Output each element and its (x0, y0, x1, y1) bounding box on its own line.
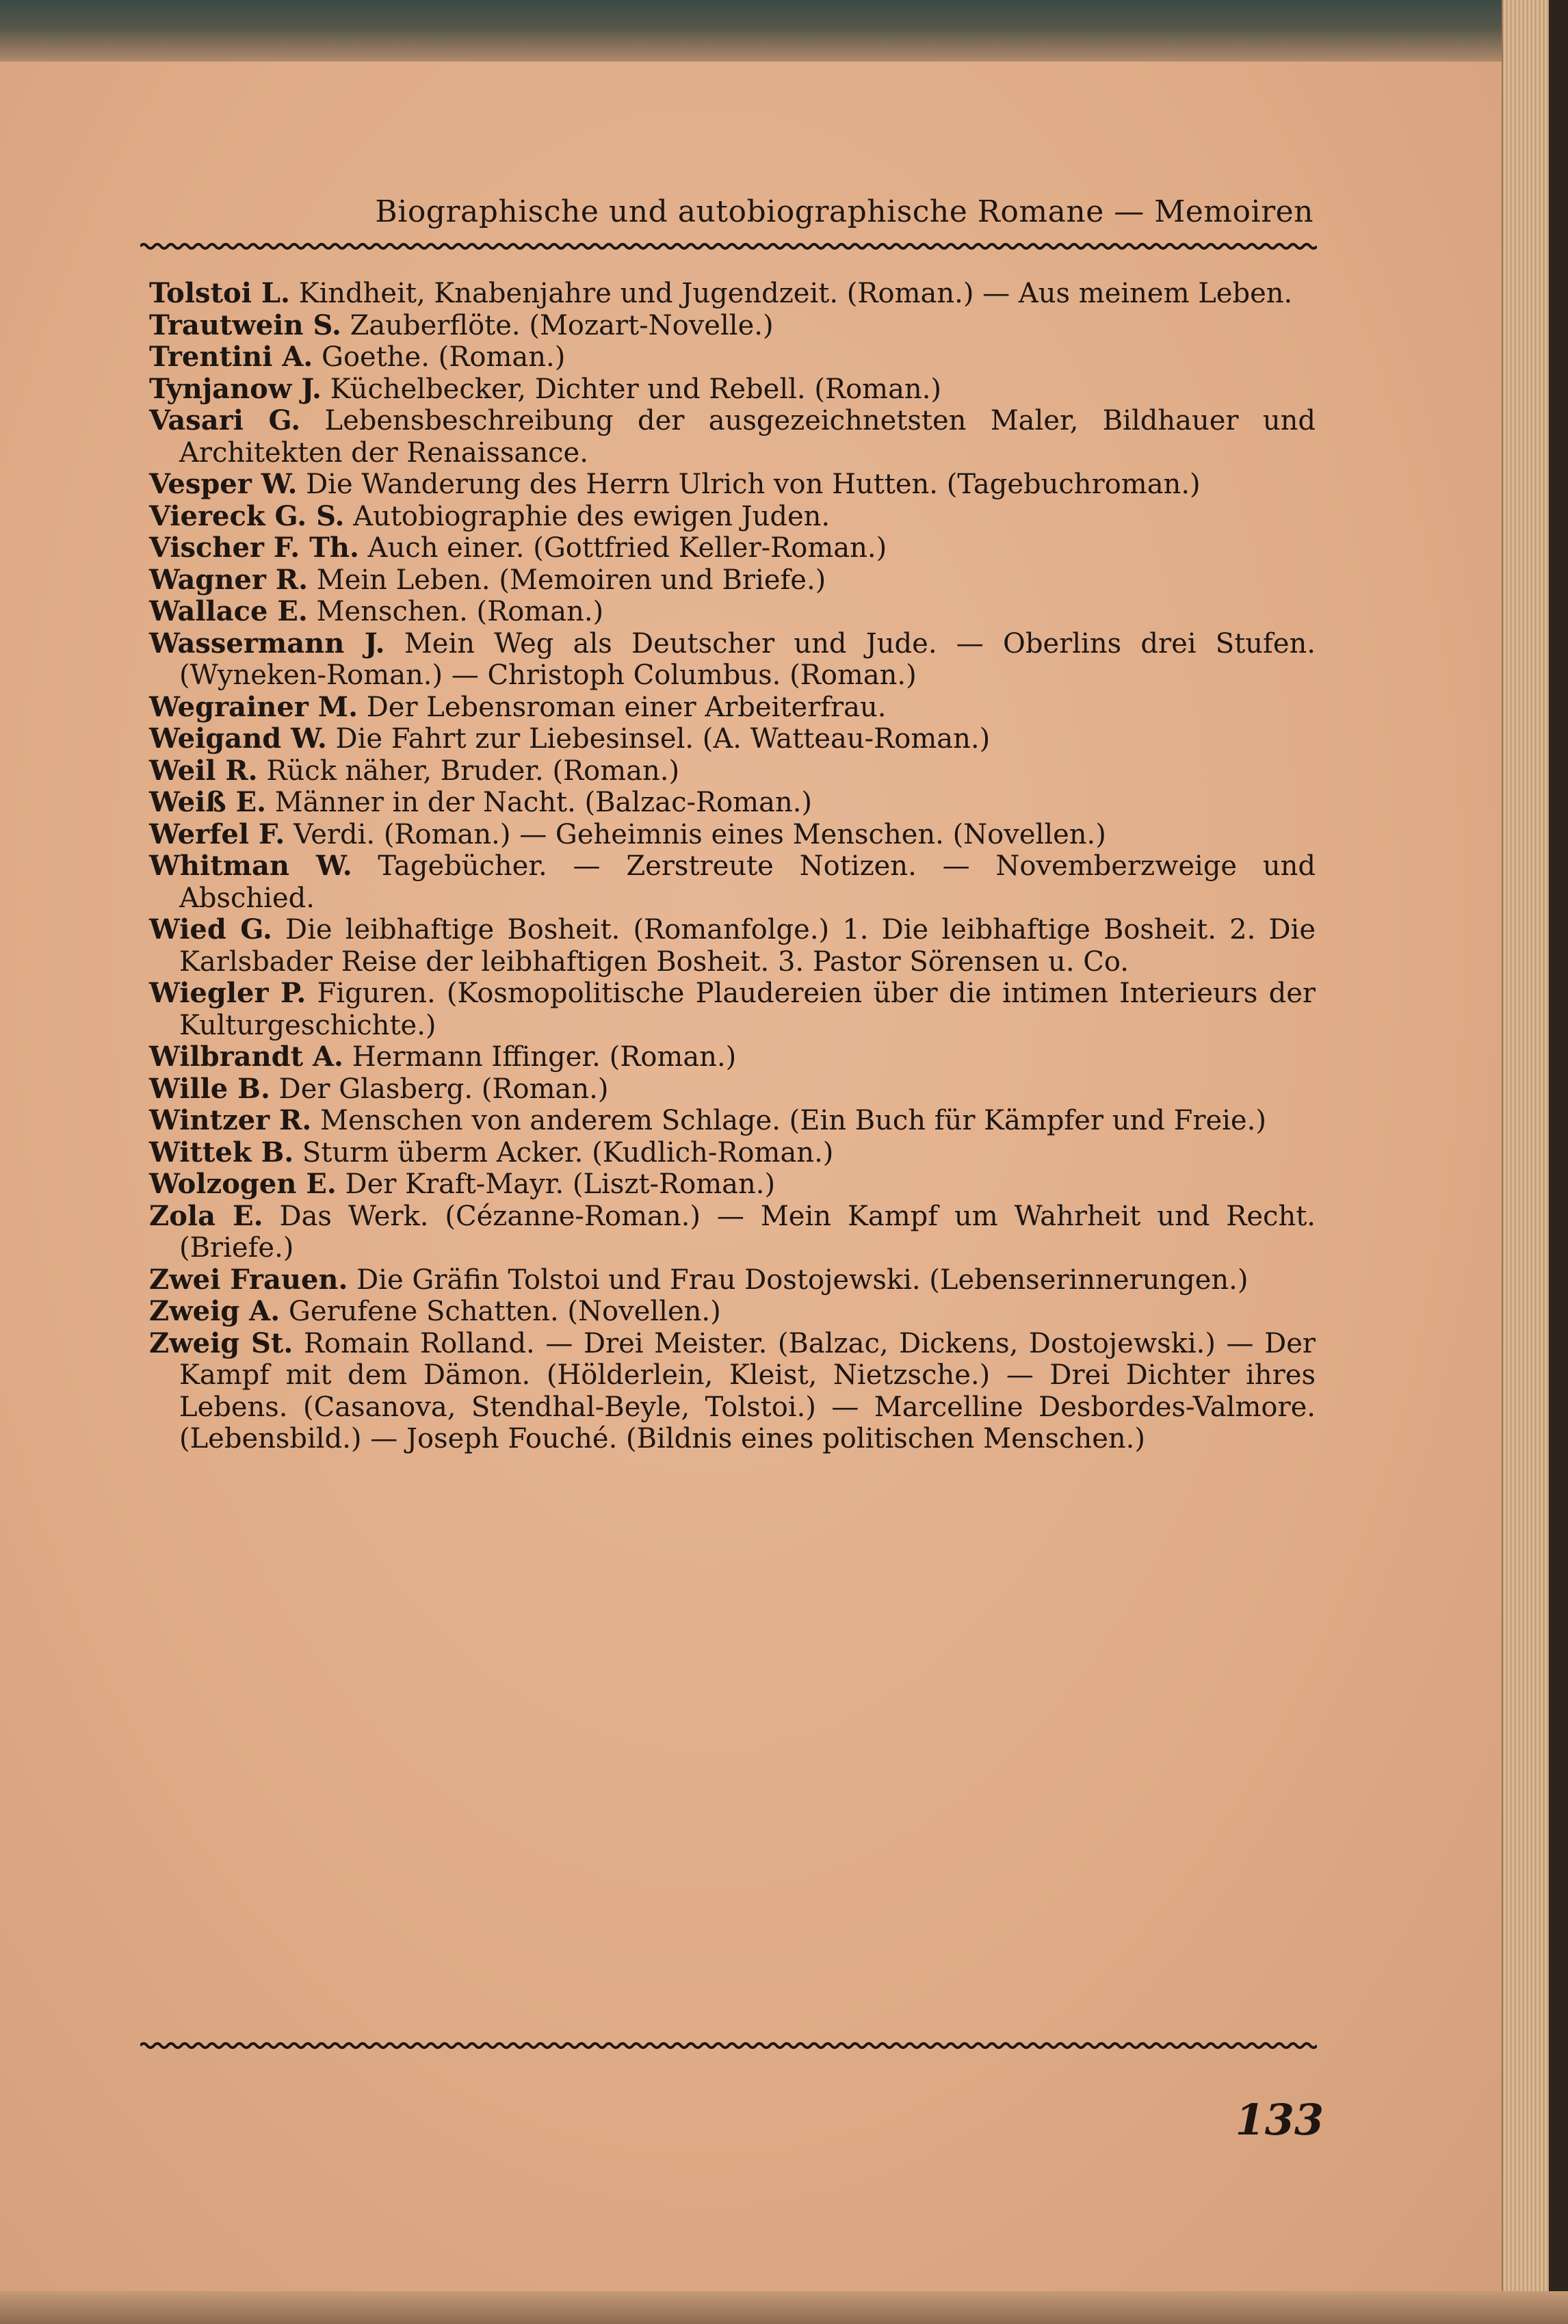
entry-text: Die Wanderung des Herrn Ulrich von Hutten. (Tagebuchroman.) (306, 469, 1201, 500)
entry-author: Zwei Frauen. (149, 1263, 348, 1296)
entry-author: Zweig A. (149, 1295, 280, 1327)
entry-text: Verdi. (Roman.) — Geheimnis eines Menschen. (Novellen.) (293, 818, 1106, 850)
footer-rule (140, 2040, 1317, 2051)
entry-text: Figuren. (Kosmopolitische Plaudereien über die intimen Interieurs der Kulturgeschichte.) (179, 978, 1316, 1041)
entry-text: Menschen von anderem Schlage. (Ein Buch für Kämpfer und Freie.) (320, 1105, 1266, 1136)
entry-author: Trentini A. (149, 341, 313, 373)
entry-author: Weiß E. (149, 786, 267, 818)
entry-author: Tynjanow J. (149, 372, 322, 405)
entry-text: Männer in der Nacht. (Balzac-Roman.) (274, 787, 813, 818)
entry-author: Wiegler P. (149, 977, 306, 1009)
list-item (149, 1137, 1316, 1169)
entry-author: Weigand W. (149, 722, 327, 755)
entry-text: Romain Rolland. — Drei Meister. (Balzac, Dickens, Dostojewski.) — Der Kampf mit dem Dämon. (Hölderlein, Kleist, Nietzsche.) — Drei Dichter ihres Lebens. (Casanova, Stendhal-Beyle, Tolstoi.) — Marcelline Desbordes-Valmore. (Lebensbild.) — Joseph Fouché. (Bildnis eines politischen Menschen.) (179, 1327, 1316, 1454)
list-item (149, 1328, 1316, 1455)
list-item (149, 755, 1316, 787)
entry-author: Zweig St. (149, 1327, 293, 1359)
list-item (149, 341, 1316, 374)
list-item (149, 596, 1316, 628)
list-item (149, 1105, 1316, 1137)
entry-author: Wagner R. (149, 563, 309, 596)
entry-text: Lebensbeschreibung der ausgezeichnetsten Maler, Bildhauer und Architekten der Renaissance. (179, 405, 1316, 469)
entry-text: Mein Leben. (Memoiren und Briefe.) (316, 564, 826, 596)
entry-text: Die leibhaftige Bosheit. (Romanfolge.) 1. Die leibhaftige Bosheit. 2. Die Karlsbader Reise der leibhaftigen Bosheit. 3. Pastor Sörensen u. Co. (179, 914, 1316, 978)
page-number: 133 (1235, 2095, 1324, 2145)
list-item (149, 692, 1316, 724)
list-item (149, 469, 1316, 501)
entry-text: Sturm überm Acker. (Kudlich-Roman.) (302, 1136, 834, 1168)
page-stack-edge (1502, 0, 1568, 2324)
list-item (149, 628, 1316, 692)
list-item (149, 978, 1316, 1041)
entry-author: Weil R. (149, 754, 258, 787)
list-item (149, 532, 1316, 564)
entry-author: Tolstoi L. (149, 277, 290, 309)
list-item (149, 1264, 1316, 1296)
entry-author: Wille B. (149, 1072, 270, 1105)
list-item (149, 723, 1316, 755)
entry-text: Küchelbecker, Dichter und Rebell. (Roman.) (330, 373, 942, 405)
entry-author: Wintzer R. (149, 1104, 312, 1136)
entry-text: Die Fahrt zur Liebesinsel. (A. Watteau-Roman.) (335, 723, 991, 755)
entry-author: Wolzogen E. (149, 1168, 337, 1200)
entry-text: Mein Weg als Deutscher und Jude. — Oberlins drei Stufen. (Wyneken-Roman.) — Christoph Columbus. (Roman.) (179, 627, 1316, 691)
entry-text: Goethe. (Roman.) (322, 341, 566, 373)
list-item (149, 405, 1316, 469)
entry-author: Werfel F. (149, 818, 285, 850)
entry-author: Whitman W. (149, 850, 352, 882)
entry-author: Wassermann J. (149, 627, 385, 660)
entry-text: Der Glasberg. (Roman.) (278, 1073, 609, 1105)
entry-text: Auch einer. (Gottfried Keller-Roman.) (367, 532, 887, 564)
page-bottom-edge (0, 2291, 1568, 2324)
list-item (149, 1296, 1316, 1328)
entry-text: Menschen. (Roman.) (316, 596, 604, 627)
list-item (149, 1041, 1316, 1073)
book-spine-edge (0, 0, 1568, 62)
bibliography-list (149, 278, 1316, 1455)
entry-text: Kindheit, Knabenjahre und Jugendzeit. (Roman.) — Aus meinem Leben. (298, 278, 1293, 309)
list-item (149, 1201, 1316, 1264)
list-item (149, 501, 1316, 533)
running-header: Biographische und autobiographische Romane — Memoiren (375, 194, 1314, 229)
entry-author: Trautwein S. (149, 309, 341, 341)
header-rule (140, 241, 1317, 252)
entry-text: Hermann Iffinger. (Roman.) (352, 1041, 737, 1073)
entry-author: Wilbrandt A. (149, 1041, 343, 1073)
entry-text: Der Kraft-Mayr. (Liszt-Roman.) (345, 1168, 776, 1200)
list-item (149, 310, 1316, 342)
entry-text: Die Gräfin Tolstoi und Frau Dostojewski. (Lebenserinnerungen.) (356, 1264, 1249, 1296)
list-item (149, 1168, 1316, 1201)
entry-text: Rück näher, Bruder. (Roman.) (266, 755, 680, 787)
entry-author: Wied G. (149, 913, 272, 945)
list-item (149, 819, 1316, 851)
entry-author: Wallace E. (149, 595, 308, 627)
entry-text: Autobiographie des ewigen Juden. (353, 500, 831, 532)
entry-text: Gerufene Schatten. (Novellen.) (288, 1296, 721, 1327)
entry-text: Das Werk. (Cézanne-Roman.) — Mein Kampf um Wahrheit und Recht. (Briefe.) (179, 1200, 1316, 1264)
list-item (149, 374, 1316, 406)
entry-author: Vischer F. Th. (149, 532, 359, 564)
entry-author: Zola E. (149, 1199, 263, 1232)
entry-text: Tagebücher. — Zerstreute Notizen. — Novemberzweige und Abschied. (179, 850, 1316, 914)
entry-author: Wegrainer M. (149, 690, 358, 723)
entry-author: Vasari G. (149, 404, 301, 436)
list-item (149, 1073, 1316, 1106)
list-item (149, 914, 1316, 978)
entry-author: Vesper W. (149, 468, 298, 500)
list-item (149, 278, 1316, 310)
entry-text: Der Lebensroman einer Arbeiterfrau. (366, 691, 887, 723)
list-item (149, 787, 1316, 819)
entry-author: Wittek B. (149, 1136, 294, 1168)
list-item (149, 564, 1316, 597)
list-item (149, 850, 1316, 914)
entry-text: Zauberflöte. (Mozart-Novelle.) (350, 309, 774, 341)
entry-author: Viereck G. S. (149, 499, 345, 532)
